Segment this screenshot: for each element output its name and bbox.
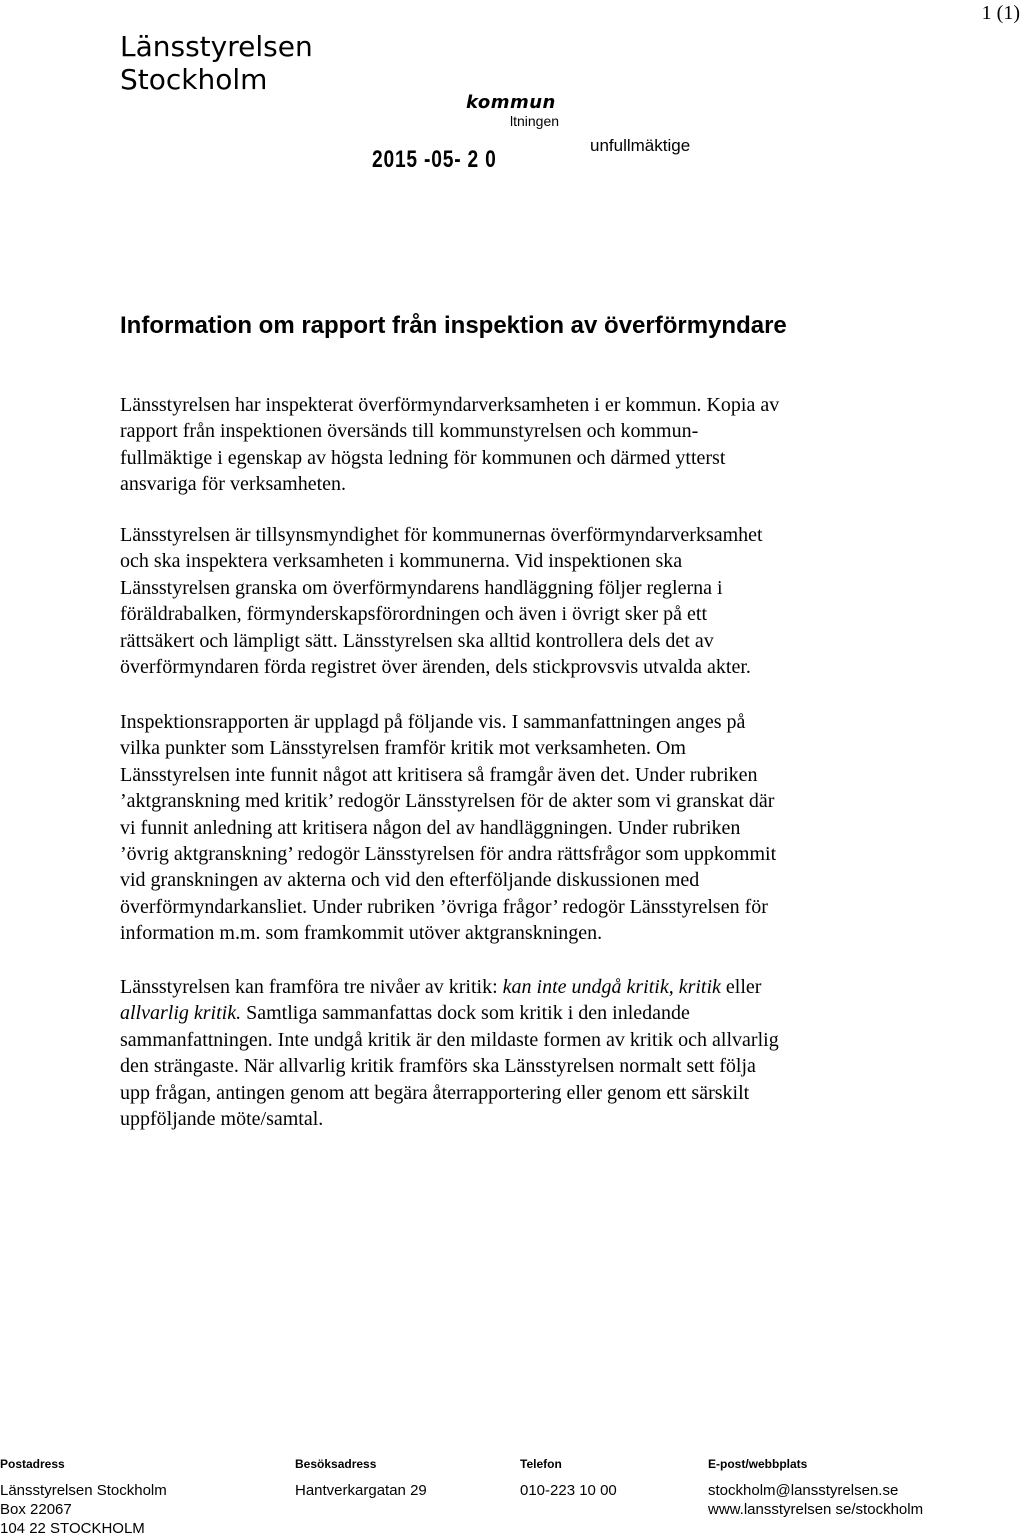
text-line: upp frågan, antingen genom att begära återrapportering eller genom ett särskilt [120, 1081, 750, 1104]
italic-run: kan inte undgå kritik, kritik [502, 976, 721, 998]
text-line: föräldrabalken, förmynderskapsförordningen och även i övrigt sker på ett [120, 603, 708, 626]
page-number: 1 (1) [981, 2, 1020, 24]
italic-run: allvarlig kritik. [120, 1002, 242, 1025]
footer-email-link[interactable]: stockholm@lansstyrelsen.se [708, 1482, 899, 1499]
footer-postal-address [0, 1455, 167, 1538]
footer-visit-address [295, 1455, 427, 1500]
footer-phone [520, 1455, 617, 1500]
text-line: vi funnit anledning att kritisera någon del av handläggningen. Under rubriken [120, 816, 741, 839]
text-line: vid granskningen av akterna och vid den efterföljande diskussionen med [120, 869, 700, 892]
paragraph-2 [120, 522, 900, 680]
footer-heading: Besöksadress [295, 1457, 377, 1471]
text-line: Länsstyrelsen har inspekterat överförmyndarverksamheten i er kommun. Kopia av [120, 394, 780, 416]
text-line: överförmyndarkansliet. Under rubriken ’övriga frågor’ redogör Länsstyrelsen för [120, 895, 768, 918]
footer-heading: E-post/webbplats [708, 1457, 808, 1471]
text-line: rapport från inspektionen översänds till kommunstyrelsen och kommun- [120, 420, 699, 443]
document-title: Information om rapport från inspektion av överförmyndare [120, 312, 787, 339]
footer-line: Hantverkargatan 29 [295, 1482, 427, 1499]
stamp-sub: ltningen [510, 113, 560, 129]
footer-line: 104 22 STOCKHOLM [0, 1520, 145, 1537]
text-line: ’aktgranskning med kritik’ redogör Länsstyrelsen för de akter som vi granskat där [120, 790, 775, 813]
text-line: fullmäktige i egenskap av högsta ledning för kommunen och därmed ytterst [120, 446, 726, 469]
stamp-date: 2015 -05- 2 0 [372, 146, 497, 173]
footer-website-link[interactable]: www.lansstyrelsen se/stockholm [708, 1501, 924, 1518]
text-line: Länsstyrelsen är tillsynsmyndighet för kommunernas överförmyndarverksamhet [120, 524, 763, 546]
text-line: överförmyndaren förda registret över ärenden, dels stickprovsvis utvalda akter. [120, 656, 751, 679]
paragraph-3 [120, 709, 900, 947]
text-line: information m.m. som framkommit utöver aktgranskningen. [120, 922, 603, 945]
text-run: Länsstyrelsen kan framföra tre nivåer av kritik: [120, 976, 503, 998]
text-line: vilka punkter som Länsstyrelsen framför kritik mot verksamheten. Om [120, 737, 686, 760]
footer-web [708, 1455, 923, 1519]
footer-line: 010-223 10 00 [520, 1482, 617, 1499]
text-line: sammanfattningen. Inte undgå kritik är den mildaste formen av kritik och allvarlig [120, 1028, 779, 1051]
text-line: Länsstyrelsen inte funnit något att kritisera så framgår även det. Under rubriken [120, 763, 758, 786]
text-line: Inspektionsrapporten är upplagd på följande vis. I sammanfattningen anges på [120, 711, 746, 733]
footer-heading: Postadress [0, 1457, 65, 1471]
text-line: och ska inspektera verksamheten i kommunerna. Vid inspektionen ska [120, 550, 683, 573]
text-line [120, 1000, 900, 1026]
footer-heading: Telefon [520, 1457, 562, 1471]
logo-line-2: Stockholm [120, 63, 268, 96]
text-line: ’övrig aktgranskning’ redogör Länsstyrelsen för andra rättsfrågor som uppkommit [120, 843, 777, 866]
stamp-recipient: unfullmäktige [590, 136, 691, 155]
logo-line-1: Länsstyrelsen [120, 30, 313, 63]
paragraph-1 [120, 392, 900, 498]
text-run: Samtliga sammanfattas dock som kritik i den inledande [241, 1002, 690, 1025]
footer-line: Länsstyrelsen Stockholm [0, 1482, 167, 1499]
text-line: den strängaste. När allvarlig kritik framförs ska Länsstyrelsen normalt sett följa [120, 1055, 756, 1078]
text-line [120, 974, 900, 1000]
paragraph-4 [120, 974, 900, 1132]
text-line: rättsäkert och lämpligt sätt. Länsstyrelsen ska alltid kontrollera dels det av [120, 629, 714, 652]
footer-line: Box 22067 [0, 1501, 72, 1518]
text-run: eller [720, 976, 762, 998]
text-line: uppföljande möte/samtal. [120, 1108, 324, 1131]
text-line: Länsstyrelsen granska om överförmyndarens handläggning följer reglerna i [120, 576, 723, 599]
text-line: ansvariga för verksamheten. [120, 473, 347, 496]
stamp-kommun: kommun [466, 92, 556, 113]
